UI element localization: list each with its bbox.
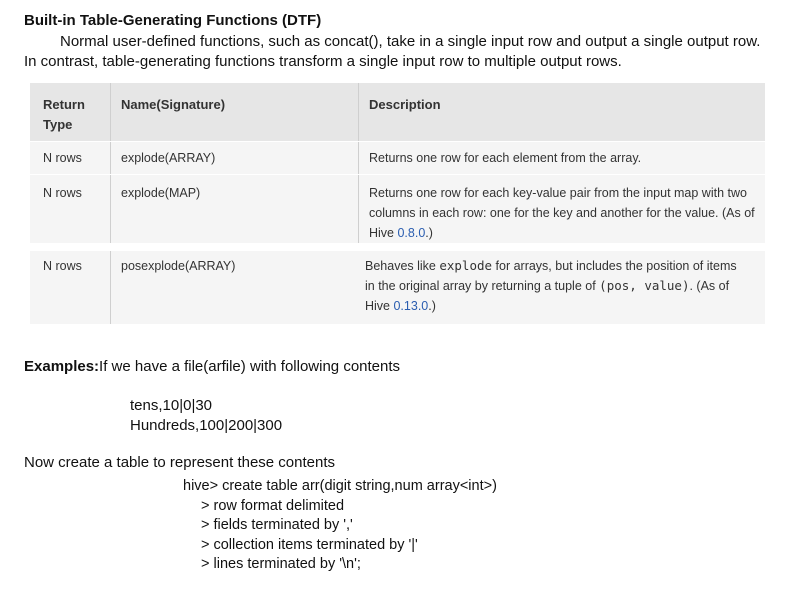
- header-description: Description: [369, 97, 441, 112]
- row-2-name: explode(MAP): [121, 186, 201, 200]
- header-name-signature: Name(Signature): [121, 97, 226, 112]
- code-line: > row format delimited: [201, 497, 345, 514]
- hive-version-link[interactable]: 0.13.0: [393, 299, 429, 313]
- code-line: > fields terminated by ',': [201, 517, 353, 533]
- row-2-return-type: N rows: [43, 186, 82, 200]
- row-1-return-type: N rows: [43, 151, 82, 165]
- row-divider: [30, 141, 765, 142]
- column-divider: [358, 83, 359, 243]
- now-create-text: Now create a table to represent these contents: [24, 454, 336, 471]
- row-divider: [30, 174, 765, 175]
- row-3-description: Behaves like explode for arrays, but includes the position of items in the original array by returning a tuple of (pos, value). (As of Hive 0.13.0.): [365, 258, 737, 313]
- row-divider: [30, 243, 765, 251]
- code-line: > lines terminated by '\n';: [201, 556, 361, 572]
- row-2-description: Returns one row for each key-value pair from the input map with two columns in each row: one for the key and another for the value. (As of Hive 0.8.0.): [369, 186, 755, 240]
- column-divider: [110, 83, 111, 324]
- dtf-table: [30, 83, 765, 324]
- hive-version-link[interactable]: 0.8.0: [397, 226, 426, 240]
- intro-paragraph: Normal user-defined functions, such as concat(), take in a single input row and output a single output row. In contrast, table-generating functions transform a single input row to multiple output rows.: [24, 33, 761, 70]
- code-line: > collection items terminated by '|': [201, 536, 418, 553]
- header-return-type: Return Type: [43, 97, 85, 132]
- code-line: hive> create table arr(digit string,num array<int>): [183, 478, 497, 494]
- hive-code-block: [183, 477, 497, 575]
- file-line: Hundreds,100|200|300: [130, 417, 283, 434]
- row-3-name: posexplode(ARRAY): [121, 259, 236, 273]
- page-title: Built-in Table-Generating Functions (DTF): [24, 12, 322, 29]
- row-3-return-type: N rows: [43, 259, 82, 273]
- row-1-description: Returns one row for each element from the array.: [369, 151, 642, 165]
- row-1-name: explode(ARRAY): [121, 151, 216, 165]
- examples-line: Examples:If we have a file(arfile) with following contents: [24, 358, 401, 375]
- file-contents: [130, 396, 282, 436]
- file-line: tens,10|0|30: [130, 397, 213, 414]
